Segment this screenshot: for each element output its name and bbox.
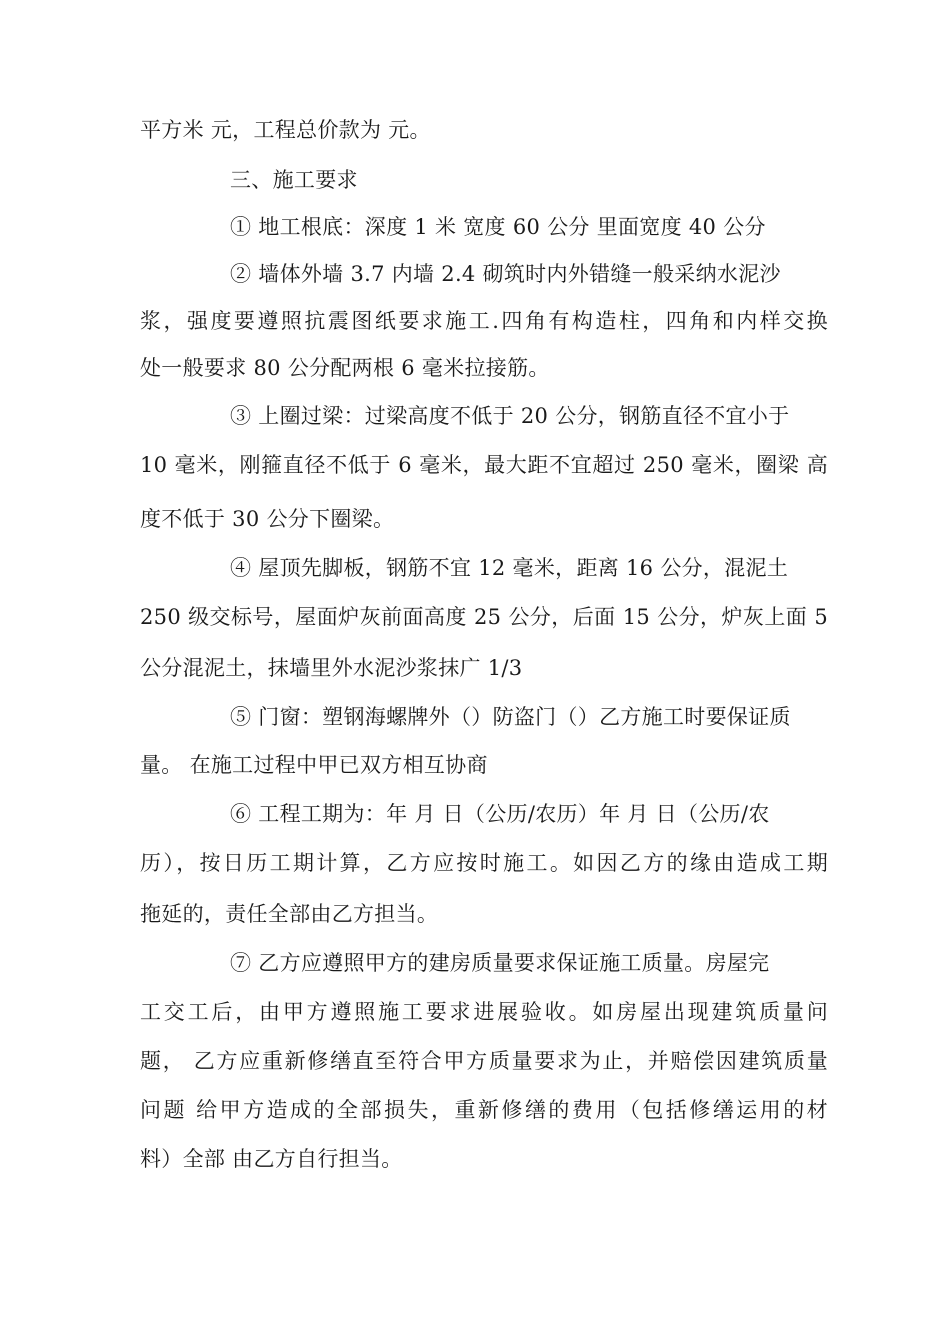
- text-line: ① 地工根底：深度 1 米 宽度 60 公分 里面宽度 40 公分: [230, 215, 766, 239]
- text-line: 公分混泥土，抹墙里外水泥沙浆抹广 1/3: [140, 656, 523, 680]
- text-line: 平方米 元，工程总价款为 元。: [140, 118, 431, 142]
- text-line: 历），按日历工期计算，乙方应按时施工。如因乙方的缘由造成工期: [140, 851, 828, 875]
- text-line: ⑤ 门窗：塑钢海螺牌外（）防盗门（）乙方施工时要保证质: [230, 705, 791, 729]
- section-heading: 三、施工要求: [230, 168, 358, 192]
- text-line: 250 级交标号，屋面炉灰前面高度 25 公分，后面 15 公分，炉灰上面 5: [140, 605, 828, 629]
- text-line: ⑦ 乙方应遵照甲方的建房质量要求保证施工质量。房屋完: [230, 951, 770, 975]
- text-line: 拖延的，责任全部由乙方担当。: [140, 902, 439, 926]
- text-line: 量。 在施工过程中甲已双方相互协商: [140, 753, 488, 777]
- text-line: ⑥ 工程工期为：年 月 日（公历/农历）年 月 日（公历/农: [230, 802, 770, 826]
- text-line: 处一般要求 80 公分配两根 6 毫米拉接筋。: [140, 356, 550, 380]
- text-line: 料）全部 由乙方自行担当。: [140, 1147, 403, 1171]
- text-line: ③ 上圈过梁：过梁高度不低于 20 公分，钢筋直径不宜小于: [230, 404, 790, 428]
- text-line: 问题 给甲方造成的全部损失，重新修缮的费用（包括修缮运用的材: [140, 1098, 828, 1122]
- text-line: 工交工后，由甲方遵照施工要求进展验收。如房屋出现建筑质量问: [140, 1000, 828, 1024]
- text-line: 浆，强度要遵照抗震图纸要求施工.四角有构造柱，四角和内样交换: [140, 309, 828, 333]
- text-line: 度不低于 30 公分下圈梁。: [140, 507, 395, 531]
- text-line: ② 墙体外墙 3.7 内墙 2.4 砌筑时内外错缝一般采纳水泥沙: [230, 262, 781, 286]
- text-line: 题， 乙方应重新修缮直至符合甲方质量要求为止，并赔偿因建筑质量: [140, 1049, 828, 1073]
- text-line: 10 毫米，刚箍直径不低于 6 毫米，最大距不宜超过 250 毫米，圈梁 高: [140, 453, 828, 477]
- text-line: ④ 屋顶先脚板，钢筋不宜 12 毫米，距离 16 公分，混泥土: [230, 556, 789, 580]
